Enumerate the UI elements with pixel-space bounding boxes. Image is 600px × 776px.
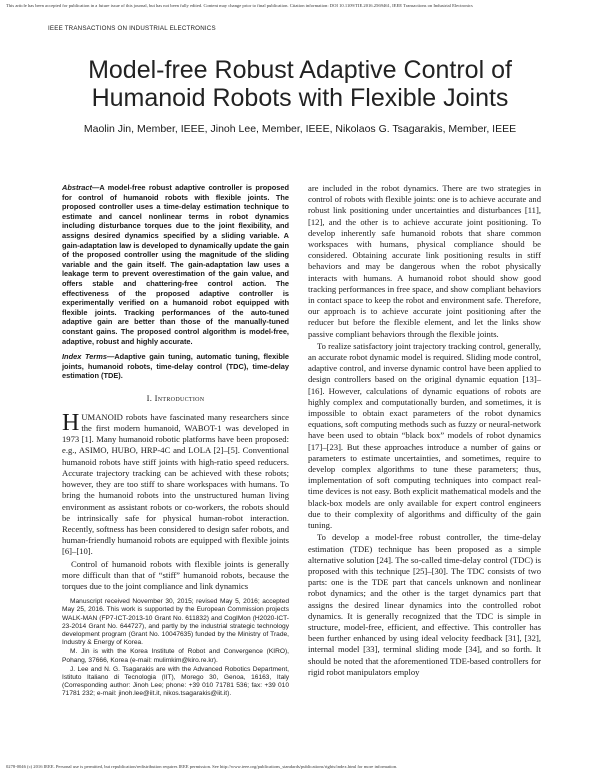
right-paragraph-2: To realize satisfactory joint trajectory tracking control, generally, an accurate robot dynamic model is required. Sliding mode control, adaptive control, and inverse dynamic control have been applied to design controllers based on the original dynamic equation [13]–[16]. However, calculations of dynamic equations of robots are highly complex and computationally burden, and sometimes, it is impossible to obtain exact parameters of the robot dynamics equations, soft computing methods such as fuzzy or neural-network have been used to obtain “black box” models of robot dynamics [17]–[23]. But these approaches introduce a number of gains or parameters to estimate uncertainties, and sometimes, require to develop complex algorithms to tune these parameters; thus, implementation of soft computing techniques into compact real-time devices is not easy. Both explicit mathematical models and the black-box models are only available for expert control engineers due to their complexity of algorithms and difficulty of the gain tuning. [308, 340, 541, 531]
left-column [62, 183, 289, 700]
right-column [308, 183, 541, 679]
right-paragraph-1: are included in the robot dynamics. There are two strategies in control of robots with flexible joints: one is to achieve accurate and robust link positioning under uncertainties and disturbances [11], [12], and the other is to achieve accurate joint positioning. To develop inherently safe humanoid robots that share common workspaces with humans, physical compliance should be considered. Obtaining accurate link positioning results in stiff behaviors and may be dangerous when the robot physically interacts with humans. A humanoid robot should show good tracking performances in free space, and show compliant behaviors in contact space to keep the robot and environment safe. Therefore, our approach is to achieve accurate joint positioning after the reducer but before the flexible element, and let the links show passive compliant behaviors through the flexible joints. [308, 183, 541, 339]
publication-notice: This article has been accepted for publication in a future issue of this journal, but has not been fully edited. Content may change prior to final publication. Citation information: DOI 10.1109/TIE.2016.2569461, IEEE Transactions on Industrial Electronics [6, 3, 473, 8]
footnotes [62, 598, 289, 698]
author-list: Maolin Jin, Member, IEEE, Jinoh Lee, Member, IEEE, Nikolaos G. Tsagarakis, Member, IEEE [83, 123, 517, 135]
footnote-manuscript: Manuscript received November 30, 2015; revised May 5, 2016; accepted May 25, 2016. This work is supported by the European Commission projects WALK-MAN (FP7-ICT-2013-10 Grant No. 611832) and CogIMon (H2020-ICT-23-2014 Grant No. 644727), and partly by the industrial strategic technology development program (Grant No. 10047635) funded by the Ministry of Trade, Industry & Energy of Korea. [62, 598, 289, 647]
drop-cap: H [62, 409, 80, 436]
abstract-label: Abstract [62, 183, 92, 192]
copyright-footer: 0278-0046 (c) 2016 IEEE. Personal use is permitted, but republication/redistribution requires IEEE permission. See http://www.ieee.org/publications_standards/publications/rights/index.html for more information. [6, 764, 398, 769]
intro-paragraph-1-text: UMANOID robots have fascinated many researchers since the first modern humanoid, WABOT-1 was developed in 1973 [1]. Many humanoid robotic platforms have been proposed: e.g., ASIMO, HUBO, HRP-4C and LOLA [2]–[5]. Conventional humanoid robots have stiff joints with high-ratio speed reducers. Accurate trajectory tracking can be achieved with these robots; however, they are too stiff to share workspaces with humans. To bring the humanoid robots into the unstructured human living environment as assistant robots or co-workers, the robots should be intrinsically safe for physical human-robot interaction. Recently, softness has been considered to design safer robots, and human-friendly humanoid robots are equipped with flexible joints [6]–[10]. [62, 411, 289, 557]
index-terms [62, 352, 289, 381]
intro-paragraph-1 [62, 409, 289, 558]
footnote-author-2-3: J. Lee and N. G. Tsagarakis are with the Advanced Robotics Department, Istituto Italiano di Tecnologia (IIT), Morego 30, Genoa, 16163, Italy (Corresponding author: Jinoh Lee; phone: +39 010 71781 536; fax: +39 010 71781 232; e-mail: jinoh.lee@iit.it, nikos.tsagarakis@iit.it). [62, 665, 289, 698]
section-heading-introduction: I. Introduction [146, 392, 205, 403]
intro-paragraph-2: Control of humanoid robots with flexible joints is generally more difficult than that of “stiff” humanoid robots, because the torques due to the joint compliance and link dynamics [62, 558, 289, 591]
abstract [62, 183, 289, 346]
footnote-author-1: M. Jin is with the Korea Institute of Robot and Convergence (KIRO), Pohang, 37666, Korea (e-mail: mulimkim@kiro.re.kr). [62, 648, 289, 664]
abstract-text: —A model-free robust adaptive controller is proposed for control of humanoid robots with flexible joints. The proposed controller uses a time-delay estimation technique to estimate and cancel nonlinear terms in robot dynamics including disturbance torques due to the joint flexibility, and assigns desired dynamics specified by a sliding variable. A gain-adaptation law is developed to dynamically update the gain of the proposed controller using the magnitude of the sliding variable and the gain itself. The gain-adaptation law uses a leakage term to prevent overestimation of the gain value, and offers stable and chattering-free control action. The effectiveness of the proposed adaptive controller is experimentally verified on a humanoid robot equipped with flexible joints. Tracking performances of the auto-tuned adaptive gain are better than those of the manually-tuned constant gains. The proposed control algorithm is model-free, adaptive, robust and highly accurate. [62, 183, 289, 346]
paper-title: Model-free Robust Adaptive Control of Humanoid Robots with Flexible Joints [88, 56, 512, 112]
journal-name: IEEE TRANSACTIONS ON INDUSTRIAL ELECTRONICS [48, 25, 216, 32]
right-paragraph-3: To develop a model-free robust controller, the time-delay estimation (TDE) technique has been proposed as a simple alternative solution [24]. The so-called time-delay control (TDC) is proposed with this technique [25]–[30]. The TDC consists of two parts: one is the TDE part that cancels unknown and nonlinear robot dynamics; and the other is the target dynamics part that assigns the desired linear dynamics into the controlled robot dynamics. It is generally recognized that the TDC is simple in structure, model-free, efficient, and effective. This controller has been further enhanced by using ideal velocity feedback [31], [32], internal model [33], terminal sliding mode [34], and so forth. It should be noted that the aforementioned TDE-based controllers for rigid robot manipulators employ [308, 532, 541, 677]
index-terms-text: —Adaptive gain tuning, automatic tuning, flexible joints, humanoid robots, time-delay control (TDC), time-delay estimation (TDE). [62, 352, 290, 381]
index-terms-label: Index Terms [62, 352, 107, 362]
